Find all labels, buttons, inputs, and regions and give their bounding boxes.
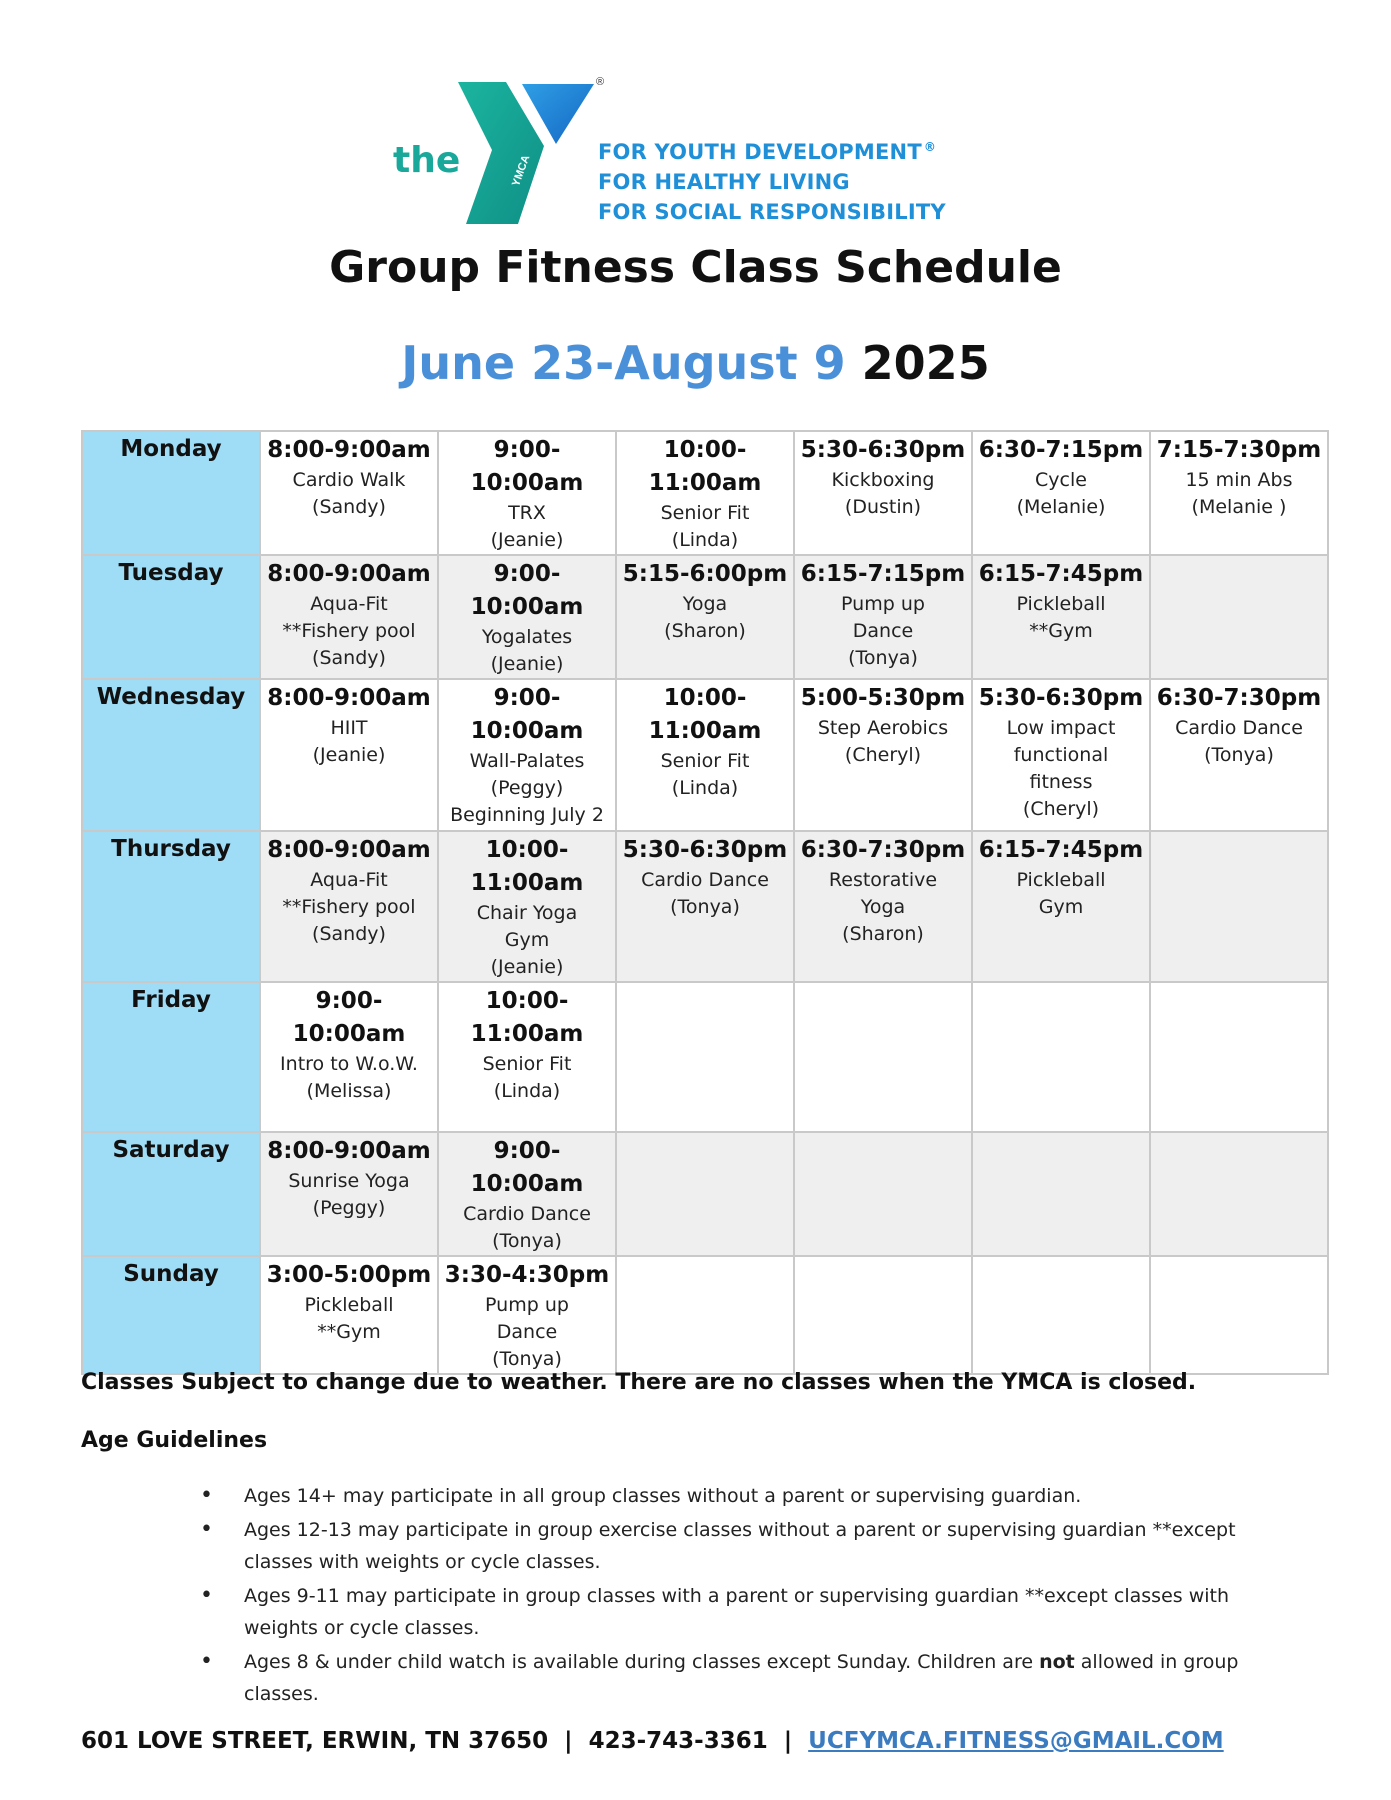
class-detail: Aqua-Fit — [310, 869, 388, 891]
class-detail: Gym — [504, 929, 550, 951]
class-time: 6:15-7:15pm — [800, 561, 966, 587]
class-cell — [260, 431, 438, 555]
class-cell — [438, 431, 616, 555]
class-cell — [260, 679, 438, 831]
class-time: 5:30-6:30pm — [622, 837, 788, 863]
schedule-notice: Classes Subject to change due to weather. There are no classes when the YMCA is closed. — [81, 1370, 1197, 1395]
footer-address: 601 LOVE STREET, ERWIN, TN 37650 — [81, 1728, 549, 1754]
class-cell — [438, 982, 616, 1132]
class-time: 8:00-9:00am — [267, 437, 431, 463]
class-detail: (Linda) — [671, 529, 739, 551]
list-item: • Ages 8 & under child watch is available during classes except Sunday. Children are not allowed in group classes. — [200, 1649, 1239, 1705]
class-cell — [616, 831, 794, 982]
tagline: FOR SOCIAL RESPONSIBILITY — [598, 200, 946, 224]
class-detail: (Sharon) — [664, 620, 746, 642]
class-cell — [794, 555, 972, 679]
class-time: 8:00-9:00am — [267, 1138, 431, 1164]
table-row — [82, 679, 1328, 831]
class-cell — [260, 831, 438, 982]
class-detail: Intro to W.o.W. — [280, 1053, 418, 1075]
logo-taglines — [598, 132, 946, 227]
class-cell — [1150, 431, 1328, 555]
date-range: June 23-August 9 — [401, 336, 846, 390]
logo-the-word: the — [393, 140, 461, 181]
class-detail: (Sandy) — [312, 923, 386, 945]
class-time: 10:00-11:00am — [648, 437, 762, 496]
class-detail: Cardio Dance — [641, 869, 769, 891]
class-detail: Cardio Dance — [463, 1203, 591, 1225]
class-cell — [438, 831, 616, 982]
class-time: 5:30-6:30pm — [978, 685, 1144, 711]
class-detail: Beginning July 2 — [450, 804, 604, 826]
class-cell — [616, 1256, 794, 1374]
class-detail: Aqua-Fit — [310, 593, 388, 615]
class-time: 10:00-11:00am — [470, 988, 584, 1047]
class-detail: Senior Fit — [482, 1053, 572, 1075]
class-detail: (Cheryl) — [844, 744, 922, 766]
class-time: 3:00-5:00pm — [266, 1262, 432, 1288]
class-detail: (Tonya) — [492, 1348, 562, 1370]
class-detail: Pickleball — [1016, 869, 1106, 891]
table-row — [82, 1256, 1328, 1374]
list-item: • Ages 9-11 may participate in group classes with a parent or supervising guardian **except classes with weights or cycle classes. — [200, 1583, 1230, 1639]
list-item: • Ages 14+ may participate in all group classes without a parent or supervising guardian. — [200, 1483, 1082, 1508]
class-detail: (Sharon) — [842, 923, 924, 945]
class-time: 9:00-10:00am — [470, 1138, 584, 1197]
age-guidelines-heading: Age Guidelines — [81, 1428, 268, 1453]
class-detail: Senior Fit — [660, 502, 750, 524]
table-row — [82, 555, 1328, 679]
class-detail: Low impact — [1006, 717, 1116, 739]
tagline: FOR HEALTHY LIVING — [598, 170, 850, 194]
tagline: FOR YOUTH DEVELOPMENT ® — [598, 140, 937, 164]
class-detail: Yoga — [682, 593, 728, 615]
class-detail: Dance — [496, 1321, 558, 1343]
class-time: 6:30-7:30pm — [1156, 685, 1322, 711]
class-detail: Yogalates — [481, 626, 573, 648]
class-detail: Pickleball — [1016, 593, 1106, 615]
reg-trademark: ® — [596, 76, 605, 88]
table-row — [82, 1132, 1328, 1256]
day-cell: Friday — [82, 982, 260, 1132]
table-row — [82, 982, 1328, 1132]
class-time: 6:30-7:30pm — [800, 837, 966, 863]
class-time: 9:00-10:00am — [292, 988, 406, 1047]
page-title: Group Fitness Class Schedule — [329, 242, 1062, 293]
class-time: 5:15-6:00pm — [622, 561, 788, 587]
class-detail: Pump up — [841, 593, 925, 615]
class-cell — [260, 555, 438, 679]
day-cell: Tuesday — [82, 555, 260, 679]
class-cell — [972, 1132, 1150, 1256]
class-detail: Pump up — [485, 1294, 569, 1316]
footer-contact: 601 LOVE STREET, ERWIN, TN 37650 | 423-743-3361 | UCFYMCA.FITNESS@GMAIL.COM — [81, 1728, 1224, 1754]
class-detail: Yoga — [860, 896, 906, 918]
class-cell — [972, 982, 1150, 1132]
class-cell — [616, 679, 794, 831]
class-detail: **Gym — [1029, 620, 1093, 642]
class-cell — [1150, 1132, 1328, 1256]
class-detail: Cardio Dance — [1175, 717, 1303, 739]
date-year: 2025 — [861, 336, 990, 390]
class-time: 10:00-11:00am — [648, 685, 762, 744]
class-detail: Dance — [852, 620, 914, 642]
class-detail: Senior Fit — [660, 750, 750, 772]
class-detail: (Dustin) — [844, 496, 922, 518]
class-detail: (Melanie) — [1016, 496, 1106, 518]
ymca-vertical-text: YMCA — [510, 153, 533, 189]
class-time: 5:00-5:30pm — [800, 685, 966, 711]
footer-email-link[interactable]: UCFYMCA.FITNESS@GMAIL.COM — [808, 1728, 1224, 1754]
class-time: 5:30-6:30pm — [800, 437, 966, 463]
list-item: • Ages 12-13 may participate in group exercise classes without a parent or supervising guardian **except classes with weights or cycle classes. — [200, 1517, 1236, 1573]
class-detail: 15 min Abs — [1185, 469, 1293, 491]
class-cell — [794, 431, 972, 555]
class-cell — [438, 1132, 616, 1256]
class-cell — [438, 555, 616, 679]
class-detail: (Jeanie) — [490, 956, 564, 978]
class-detail: Cardio Walk — [292, 469, 406, 491]
class-cell — [1150, 1256, 1328, 1374]
class-detail: (Sandy) — [312, 496, 386, 518]
class-detail: Gym — [1038, 896, 1084, 918]
day-cell: Saturday — [82, 1132, 260, 1256]
class-time: 7:15-7:30pm — [1156, 437, 1322, 463]
class-detail: Cycle — [1035, 469, 1087, 491]
class-detail: Wall-Palates — [469, 750, 585, 772]
class-detail: HIIT — [330, 717, 368, 739]
schedule-table — [81, 430, 1329, 1375]
class-detail: (Jeanie) — [490, 653, 564, 675]
class-cell — [616, 431, 794, 555]
schedule-dates — [0, 336, 1391, 390]
class-time: 9:00-10:00am — [470, 437, 584, 496]
class-time: 3:30-4:30pm — [444, 1262, 610, 1288]
day-cell: Thursday — [82, 831, 260, 982]
class-cell — [972, 431, 1150, 555]
class-time: 6:15-7:45pm — [978, 561, 1144, 587]
class-time: 9:00-10:00am — [470, 685, 584, 744]
class-detail: (Linda) — [671, 777, 739, 799]
class-time: 8:00-9:00am — [267, 685, 431, 711]
footer-phone: 423-743-3361 — [588, 1728, 768, 1754]
table-row — [82, 831, 1328, 982]
class-cell — [794, 1256, 972, 1374]
class-cell — [1150, 982, 1328, 1132]
class-cell — [616, 555, 794, 679]
class-cell — [438, 679, 616, 831]
class-time: 10:00-11:00am — [470, 837, 584, 896]
class-cell — [260, 1132, 438, 1256]
class-detail: **Fishery pool — [282, 620, 416, 642]
day-cell: Sunday — [82, 1256, 260, 1374]
day-cell: Monday — [82, 431, 260, 555]
class-cell — [260, 982, 438, 1132]
table-row — [82, 431, 1328, 555]
class-detail: Sunrise Yoga — [288, 1170, 410, 1192]
class-detail: Kickboxing — [831, 469, 935, 491]
age-guidelines-list — [200, 1480, 1260, 1712]
class-cell — [1150, 679, 1328, 831]
class-cell — [794, 831, 972, 982]
class-time: 8:00-9:00am — [267, 561, 431, 587]
class-cell — [794, 982, 972, 1132]
class-detail: (Melissa) — [306, 1080, 392, 1102]
class-detail: fitness — [1029, 771, 1093, 793]
class-detail: (Tonya) — [1204, 744, 1274, 766]
class-detail: functional — [1013, 744, 1109, 766]
class-cell — [260, 1256, 438, 1374]
class-cell — [616, 982, 794, 1132]
class-time: 9:00-10:00am — [470, 561, 584, 620]
class-detail: (Tonya) — [492, 1230, 562, 1252]
class-detail: **Gym — [317, 1321, 381, 1343]
class-cell — [794, 679, 972, 831]
class-cell — [1150, 555, 1328, 679]
class-detail: (Cheryl) — [1022, 798, 1100, 820]
class-detail: (Linda) — [493, 1080, 561, 1102]
class-time: 8:00-9:00am — [267, 837, 431, 863]
class-cell — [616, 1132, 794, 1256]
class-detail: (Jeanie) — [490, 529, 564, 551]
class-cell — [794, 1132, 972, 1256]
class-cell — [972, 679, 1150, 831]
class-detail: Restorative — [828, 869, 938, 891]
class-detail: (Peggy) — [312, 1197, 386, 1219]
class-detail: Pickleball — [304, 1294, 394, 1316]
class-detail: (Peggy) — [490, 777, 564, 799]
class-detail: (Sandy) — [312, 647, 386, 669]
class-cell — [972, 831, 1150, 982]
class-detail: (Melanie ) — [1191, 496, 1287, 518]
class-cell — [1150, 831, 1328, 982]
class-time: 6:15-7:45pm — [978, 837, 1144, 863]
class-detail: **Fishery pool — [282, 896, 416, 918]
class-detail: Chair Yoga — [476, 902, 578, 924]
day-cell: Wednesday — [82, 679, 260, 831]
class-time: 6:30-7:15pm — [978, 437, 1144, 463]
class-cell — [972, 555, 1150, 679]
class-detail: (Tonya) — [670, 896, 740, 918]
class-detail: Step Aerobics — [817, 717, 949, 739]
class-detail: TRX — [508, 502, 546, 524]
class-detail: (Tonya) — [848, 647, 918, 669]
class-detail: (Jeanie) — [312, 744, 386, 766]
class-cell — [972, 1256, 1150, 1374]
class-cell — [438, 1256, 616, 1374]
